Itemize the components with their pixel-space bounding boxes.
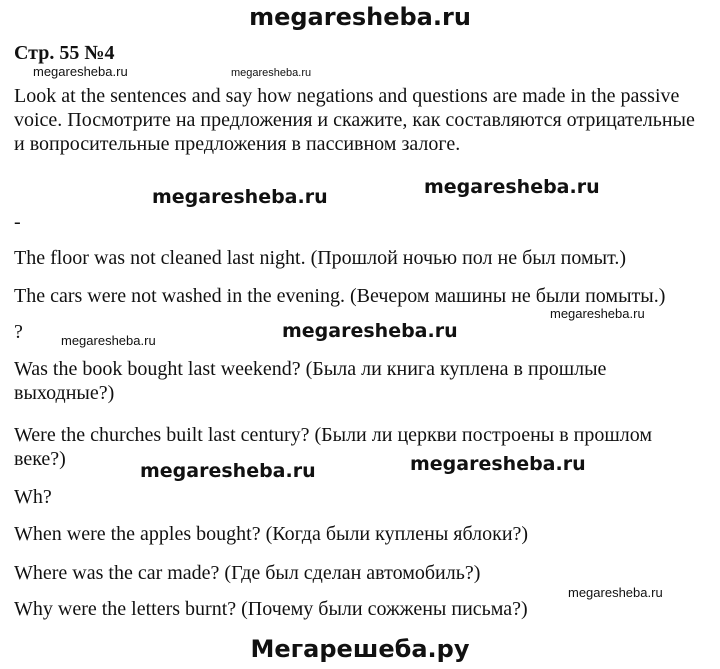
site-header-title: megaresheba.ru	[249, 3, 471, 31]
wh-question-example: When were the apples bought? (Когда были куплены яблоки?)	[14, 523, 529, 545]
wh-question-example: Where was the car made? (Где был сделан автомобиль?)	[14, 562, 481, 584]
watermark: megaresheba.ru	[231, 67, 312, 79]
negative-example: The floor was not cleaned last night. (Прошлой ночью пол не был помыт.)	[14, 247, 626, 269]
watermark: megaresheba.ru	[410, 453, 586, 475]
watermark: megaresheba.ru	[140, 460, 316, 482]
general-question-marker: ?	[14, 321, 23, 343]
general-question-example: Were the churches built last century? (Были ли церкви построены в прошлом веке?)	[14, 424, 653, 470]
task-instruction: Look at the sentences and say how negations and questions are made in the passive voice. Посмотрите на предложения и скажите, как составляются отрицательные и вопросительные предложения в пассивном залоге.	[14, 85, 695, 155]
watermark: megaresheba.ru	[282, 320, 458, 342]
negative-section-marker: -	[14, 211, 21, 233]
wh-question-marker: Wh?	[14, 486, 52, 508]
site-footer-title: Мегарешеба.ру	[250, 635, 470, 663]
general-question-example: Was the book bought last weekend? (Была ли книга куплена в прошлые выходные?)	[14, 358, 607, 404]
negative-example: The cars were not washed in the evening. (Вечером машины не были помыты.)	[14, 285, 666, 307]
watermark: megaresheba.ru	[33, 64, 128, 79]
task-title: Стр. 55 №4	[14, 42, 115, 64]
watermark: megaresheba.ru	[61, 333, 156, 348]
watermark: megaresheba.ru	[568, 585, 663, 600]
watermark: megaresheba.ru	[424, 176, 600, 198]
wh-question-example: Why were the letters burnt? (Почему были сожжены письма?)	[14, 598, 528, 620]
watermark: megaresheba.ru	[152, 186, 328, 208]
watermark: megaresheba.ru	[550, 306, 645, 321]
